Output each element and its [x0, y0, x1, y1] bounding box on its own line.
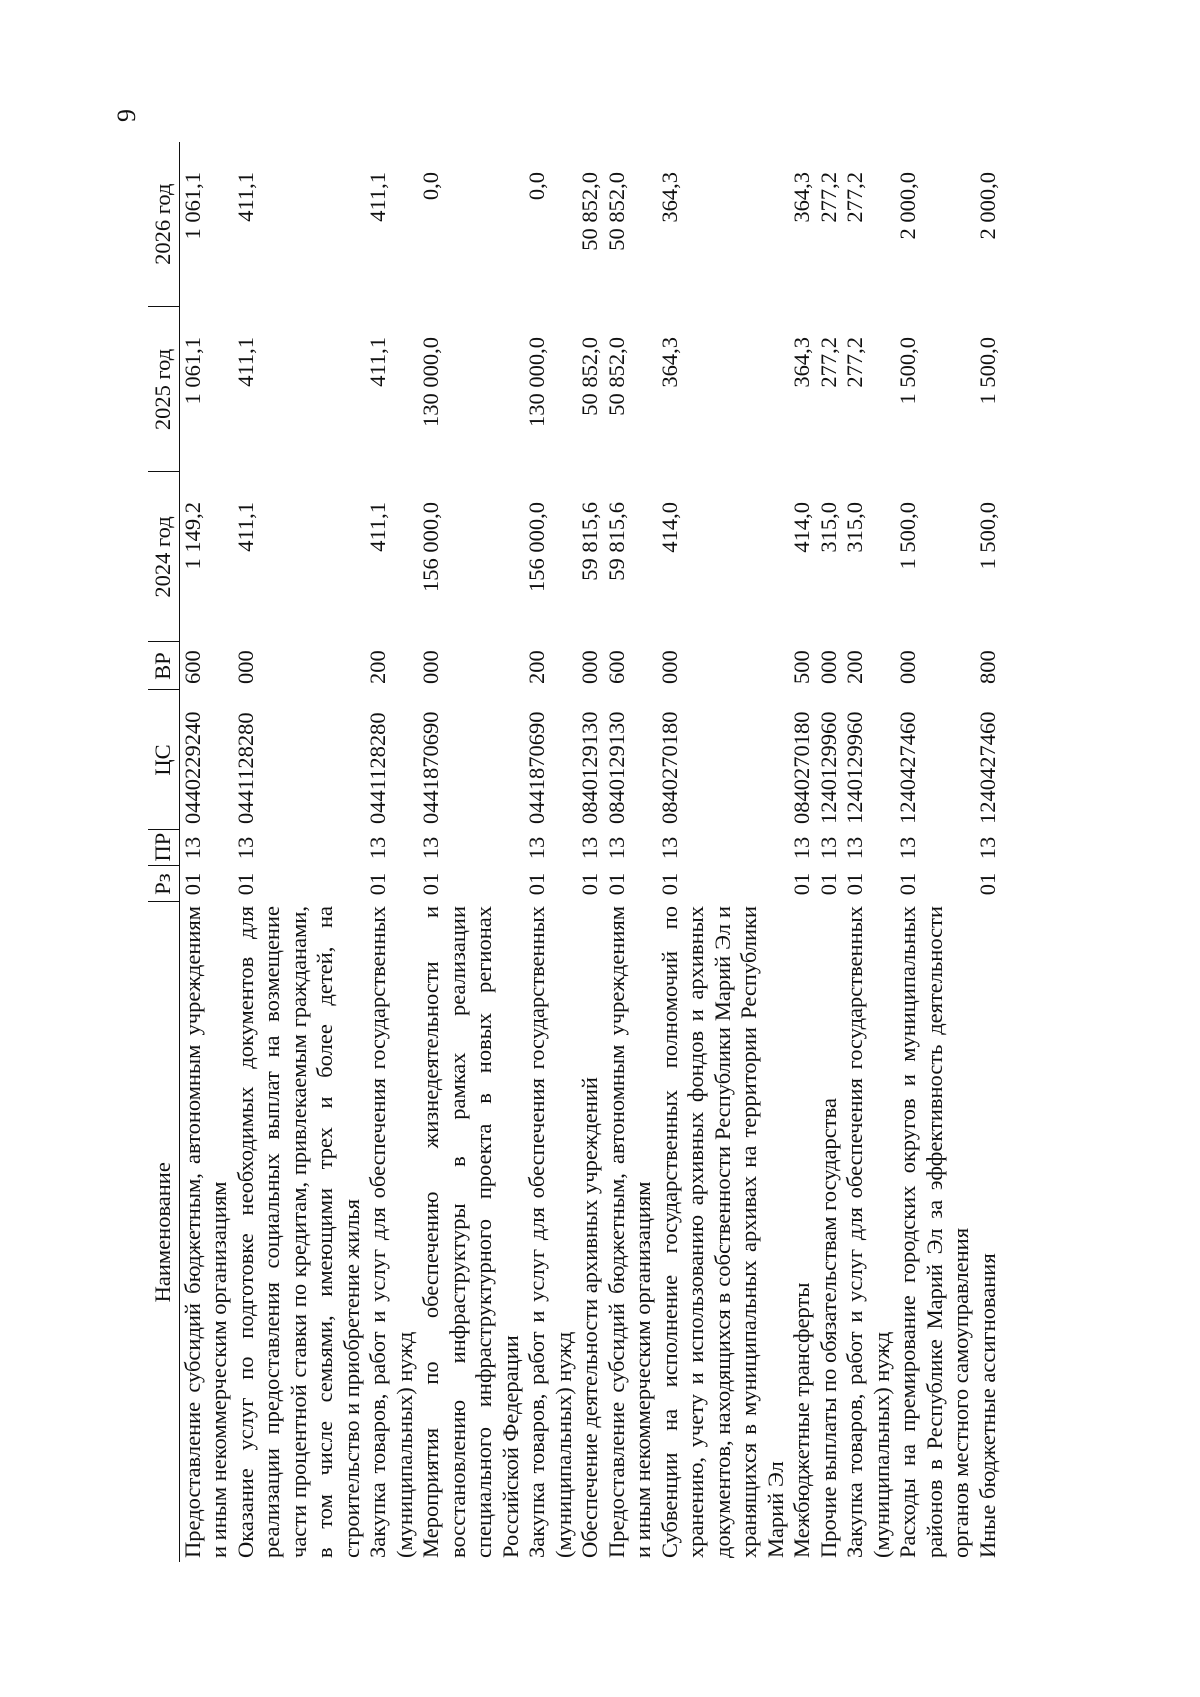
cell-rz: [418, 866, 524, 902]
cell-rz: [577, 866, 657, 902]
cell-cs: [577, 690, 657, 830]
cell-2025: [895, 307, 975, 472]
cell-pr: [233, 830, 366, 866]
cell-2024: [975, 472, 1002, 642]
cell-2025: [233, 307, 366, 472]
cell-cs: [657, 690, 790, 830]
cell-cs-value: 0440229240: [179, 711, 205, 824]
cell-2025-value: 130 000,0: [418, 337, 443, 427]
cell-name: [789, 902, 895, 1562]
cell-cs-value: 1240129960: [815, 711, 841, 824]
cell-name: [975, 902, 1002, 1562]
cell-vr-value: 600: [603, 650, 629, 684]
cell-2025-value: 1 500,0: [974, 337, 1000, 405]
cell-2025: [179, 307, 233, 472]
table-row: [657, 142, 790, 1562]
cell-name: [895, 902, 975, 1562]
cell-2026-value: 0,0: [524, 172, 549, 201]
cell-cs-value: 1240129960: [842, 711, 867, 824]
cell-2024: [895, 472, 975, 642]
header-2025: 2025 год: [148, 307, 179, 472]
header-name: Наименование: [148, 902, 179, 1562]
cell-2026: [179, 142, 233, 307]
cell-cs: [895, 690, 975, 830]
header-2024: 2024 год: [148, 472, 179, 642]
cell-2024: [577, 472, 657, 642]
cell-vr-value: 000: [895, 650, 920, 684]
cell-name: [524, 902, 577, 1562]
table-row: [577, 142, 657, 1562]
cell-name: [418, 902, 524, 1562]
cell-rz: [975, 866, 1002, 902]
cell-rz: [657, 866, 790, 902]
cell-2024: [233, 472, 366, 642]
cell-rz-value: 01: [179, 872, 205, 896]
cell-2025: [524, 307, 577, 472]
cell-name-line: Расходы на премирование городских округов и муниципальных районов в Республике Марий Эл за эффективность деятельности органов местного самоуправления: [895, 906, 973, 1558]
cell-2026-value: 364,3: [789, 172, 814, 223]
cell-rz: [233, 866, 366, 902]
header-2026: 2026 год: [148, 142, 179, 307]
cell-2025-value: 277,2: [842, 337, 867, 388]
cell-pr: [895, 830, 975, 866]
cell-2025-value: 364,3: [789, 337, 814, 388]
cell-cs-value: 1240427460: [895, 711, 920, 824]
cell-name: [233, 902, 366, 1562]
cell-name-line: Закупка товаров, работ и услуг для обеспечения государственных (муниципальных) нужд: [842, 906, 894, 1558]
table-row: [418, 142, 524, 1562]
cell-pr-value: 13: [895, 836, 920, 860]
cell-2026: [789, 142, 895, 307]
cell-vr-value: 500: [789, 650, 814, 684]
cell-cs-value: 0441870690: [524, 711, 549, 824]
cell-pr: [789, 830, 895, 866]
cell-2025: [657, 307, 790, 472]
cell-pr: [365, 830, 418, 866]
cell-rz-value: 01: [815, 872, 841, 896]
cell-2025: [418, 307, 524, 472]
cell-2025-value: 1 500,0: [895, 337, 920, 405]
cell-cs-value: 0840270180: [656, 711, 682, 824]
cell-vr-value: 000: [232, 650, 258, 684]
table-row: [365, 142, 418, 1562]
header-cs: ЦС: [148, 690, 179, 830]
cell-name: [179, 902, 233, 1562]
cell-2026-value: 50 852,0: [577, 172, 602, 251]
cell-2026-value: 364,3: [656, 172, 682, 223]
cell-name-line: Закупка товаров, работ и услуг для обеспечения государственных (муниципальных) нужд: [524, 906, 576, 1558]
cell-vr: [657, 642, 790, 690]
cell-2025-value: 364,3: [656, 337, 682, 388]
cell-vr-value: 200: [524, 650, 549, 684]
cell-name-line: Обеспечение деятельности архивных учреждений: [577, 1077, 602, 1558]
cell-vr: [524, 642, 577, 690]
cell-2024: [365, 472, 418, 642]
cell-2024-value: 414,0: [656, 502, 682, 553]
cell-pr: [524, 830, 577, 866]
cell-2026-value: 411,1: [232, 172, 258, 222]
cell-name-line: Оказание услуг по подготовке необходимых документов для реализации предоставления социальных выплат на возмещение части процентной ставки по кредитам, привлекаемым гражданами, в том числе семьями, имеющими трех и более детей, на строительство и приобретение жилья: [232, 906, 364, 1558]
cell-name: [365, 902, 418, 1562]
cell-2026-value: 0,0: [418, 172, 443, 201]
cell-pr-value: 13: [603, 836, 629, 860]
cell-vr-value: 000: [656, 650, 682, 684]
cell-rz-value: 01: [656, 872, 682, 896]
cell-pr-value: 13: [656, 836, 682, 860]
cell-2026-value: 50 852,0: [603, 172, 629, 251]
table-row: [975, 142, 1002, 1562]
cell-2026: [365, 142, 418, 307]
cell-cs: [789, 690, 895, 830]
cell-2024: [657, 472, 790, 642]
cell-2026-value: 2 000,0: [974, 172, 1000, 240]
cell-rz: [789, 866, 895, 902]
cell-vr-value: 000: [418, 650, 443, 684]
cell-vr-value: 800: [974, 650, 1000, 684]
cell-pr: [179, 830, 233, 866]
budget-table-sheet: [148, 142, 1000, 1562]
cell-2024-value: 1 500,0: [895, 502, 920, 570]
cell-2025-value: 50 852,0: [577, 337, 602, 416]
cell-cs-value: 0441128280: [232, 712, 258, 824]
cell-2026: [895, 142, 975, 307]
cell-rz: [524, 866, 577, 902]
budget-table: [148, 142, 1001, 1562]
cell-vr-value: 600: [179, 650, 205, 684]
cell-2024: [418, 472, 524, 642]
cell-vr: [789, 642, 895, 690]
table-row: [524, 142, 577, 1562]
cell-2026: [577, 142, 657, 307]
cell-2024-value: 414,0: [789, 502, 814, 553]
cell-vr-value: 200: [842, 650, 867, 684]
table-row: [233, 142, 366, 1562]
cell-pr-value: 13: [577, 836, 602, 860]
cell-name-line: Предоставление субсидий бюджетным, автономным учреждениям и иным некоммерческим организациям: [603, 906, 655, 1558]
cell-rz-value: 01: [232, 872, 258, 896]
cell-cs-value: 0840129130: [603, 711, 629, 824]
cell-pr-value: 13: [232, 836, 258, 860]
cell-pr-value: 13: [815, 836, 841, 860]
cell-pr-value: 13: [365, 836, 390, 860]
cell-name-line: Закупка товаров, работ и услуг для обеспечения государственных (муниципальных) нужд: [365, 906, 417, 1558]
cell-cs: [179, 690, 233, 830]
page-number: 9: [112, 109, 141, 122]
cell-vr-value: 000: [815, 650, 841, 684]
cell-2025: [789, 307, 895, 472]
cell-pr-value: 13: [842, 836, 867, 860]
cell-name-line: Иные бюджетные ассигнования: [974, 1253, 1000, 1558]
cell-vr: [975, 642, 1002, 690]
cell-rz-value: 01: [577, 872, 602, 896]
cell-2026-value: 277,2: [842, 172, 867, 223]
table-header-row: [148, 142, 179, 1562]
cell-name-line: Мероприятия по обеспечению жизнедеятельности и восстановлению инфраструктуры в рамках реализации специального инфраструктурного проекта в новых регионах Российской Федерации: [418, 906, 523, 1558]
cell-2026: [233, 142, 366, 307]
cell-2025-value: 411,1: [365, 337, 390, 387]
cell-pr: [657, 830, 790, 866]
cell-rz-value: 01: [895, 872, 920, 896]
cell-pr-value: 13: [789, 836, 814, 860]
cell-2026: [975, 142, 1002, 307]
cell-2024-value: 315,0: [842, 502, 867, 553]
cell-name-line: Предоставление субсидий бюджетным, автономным учреждениям и иным некоммерческим организациям: [179, 906, 231, 1558]
cell-cs: [365, 690, 418, 830]
cell-cs-value: 0441870690: [418, 711, 443, 824]
cell-vr-value: 200: [365, 650, 390, 684]
cell-2025: [975, 307, 1002, 472]
cell-cs: [418, 690, 524, 830]
cell-rz-value: 01: [974, 872, 1000, 896]
cell-pr: [975, 830, 1002, 866]
cell-name-line: Субвенции на исполнение государственных полномочий по хранению, учету и использованию архивных фондов и архивных документов, находящихся в собственности Республики Марий Эл и хранящихся в муниципальных архивах на территории Республики Марий Эл: [656, 906, 788, 1558]
cell-2024-value: 59 815,6: [603, 502, 629, 581]
cell-name-line: Прочие выплаты по обязательствам государства: [815, 1098, 841, 1558]
header-rz: Рз: [148, 866, 179, 902]
cell-vr-value: 000: [577, 650, 602, 684]
cell-2026-value: 411,1: [365, 172, 390, 222]
cell-pr-value: 13: [418, 836, 443, 860]
cell-rz-value: 01: [603, 872, 629, 896]
cell-vr: [418, 642, 524, 690]
cell-name: [657, 902, 790, 1562]
cell-name: [577, 902, 657, 1562]
cell-rz: [895, 866, 975, 902]
table-row: [179, 142, 233, 1562]
cell-2024-value: 411,1: [365, 502, 390, 552]
cell-2024-value: 411,1: [232, 502, 258, 552]
cell-2025-value: 50 852,0: [603, 337, 629, 416]
cell-2026-value: 2 000,0: [895, 172, 920, 240]
cell-2026-value: 1 061,1: [179, 172, 205, 240]
cell-rz: [179, 866, 233, 902]
cell-cs-value: 1240427460: [974, 711, 1000, 824]
cell-cs: [975, 690, 1002, 830]
table-body: [179, 142, 1001, 1562]
cell-rz-value: 01: [418, 872, 443, 896]
cell-rz-value: 01: [789, 872, 814, 896]
cell-cs: [524, 690, 577, 830]
cell-2024-value: 156 000,0: [524, 502, 549, 592]
cell-2024: [524, 472, 577, 642]
cell-2026: [657, 142, 790, 307]
cell-pr-value: 13: [974, 836, 1000, 860]
table-row: [895, 142, 975, 1562]
cell-rz-value: 01: [842, 872, 867, 896]
cell-pr: [418, 830, 524, 866]
cell-2026-value: 277,2: [815, 172, 841, 223]
cell-cs-value: 0840270180: [789, 711, 814, 824]
cell-2025: [365, 307, 418, 472]
cell-rz-value: 01: [524, 872, 549, 896]
cell-cs-value: 0840129130: [577, 711, 602, 824]
cell-2025-value: 1 061,1: [179, 337, 205, 405]
cell-2026: [418, 142, 524, 307]
header-pr: ПР: [148, 830, 179, 866]
cell-2025-value: 130 000,0: [524, 337, 549, 427]
cell-vr: [895, 642, 975, 690]
table-row: [789, 142, 895, 1562]
cell-vr: [365, 642, 418, 690]
cell-rz: [365, 866, 418, 902]
cell-cs-value: 0441128280: [365, 712, 390, 824]
cell-2024-value: 1 500,0: [974, 502, 1000, 570]
cell-2024-value: 156 000,0: [418, 502, 443, 592]
cell-vr: [233, 642, 366, 690]
cell-2025-value: 411,1: [232, 337, 258, 387]
cell-2024-value: 1 149,2: [179, 502, 205, 570]
cell-2026: [524, 142, 577, 307]
cell-2024: [179, 472, 233, 642]
cell-2025-value: 277,2: [815, 337, 841, 388]
cell-vr: [179, 642, 233, 690]
cell-rz-value: 01: [365, 872, 390, 896]
cell-2024-value: 315,0: [815, 502, 841, 553]
cell-pr-value: 13: [524, 836, 549, 860]
cell-name-line: Межбюджетные трансферты: [789, 1282, 814, 1558]
cell-2024: [789, 472, 895, 642]
header-vr: ВР: [148, 642, 179, 690]
cell-pr: [577, 830, 657, 866]
cell-2024-value: 59 815,6: [577, 502, 602, 581]
cell-vr: [577, 642, 657, 690]
cell-cs: [233, 690, 366, 830]
cell-2025: [577, 307, 657, 472]
cell-pr-value: 13: [179, 836, 205, 860]
